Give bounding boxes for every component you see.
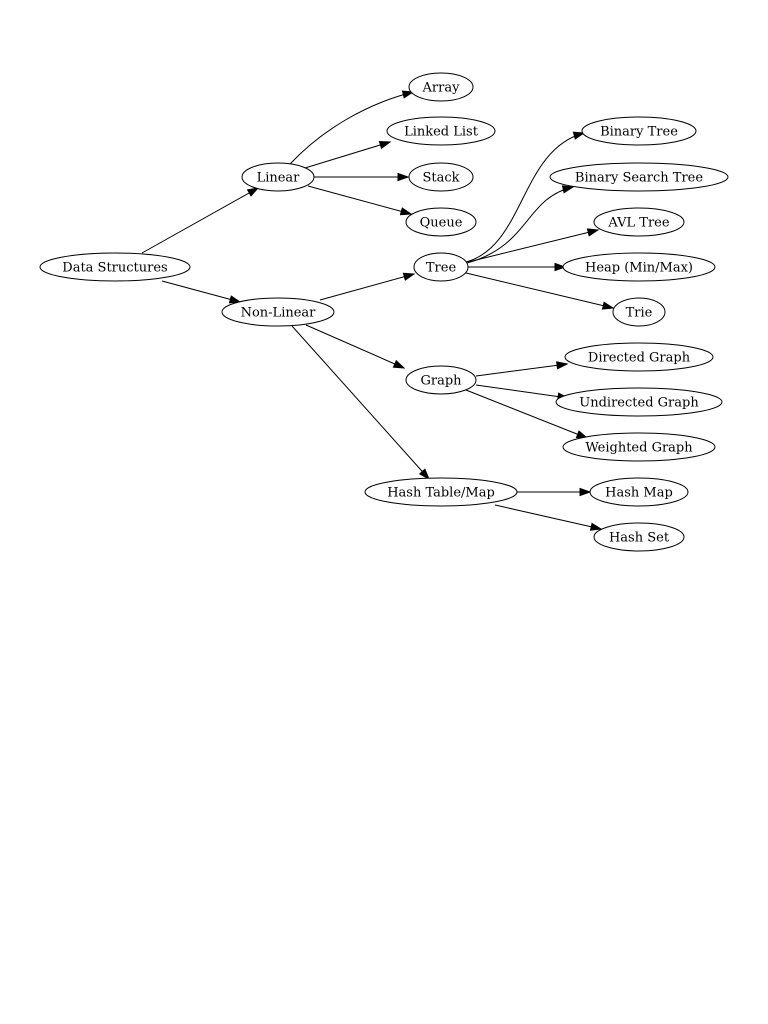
node-stack <box>409 163 473 191</box>
edge-line <box>476 364 567 376</box>
node-label: Binary Search Tree <box>574 170 704 186</box>
node-label: Hash Table/Map <box>387 485 495 501</box>
edge-line <box>468 230 598 262</box>
node-label: Linked List <box>404 124 478 140</box>
arrowhead <box>248 188 258 196</box>
node-label: Queue <box>419 215 463 231</box>
node-label: AVL Tree <box>608 215 670 231</box>
arrowhead <box>400 208 411 215</box>
edge-linear-to-stack <box>314 174 408 181</box>
node-linked-list <box>387 117 495 145</box>
node-avl-tree <box>594 208 684 236</box>
node-label: Directed Graph <box>587 350 691 366</box>
node-queue <box>406 208 476 236</box>
node-weighted-graph <box>563 433 715 461</box>
node-array <box>409 73 473 101</box>
edge-non-linear-to-graph <box>306 325 404 368</box>
node-label: Binary Tree <box>600 124 678 140</box>
edge-line <box>320 274 414 300</box>
node-non-linear <box>222 298 334 326</box>
edge-line <box>306 325 404 368</box>
arrowhead <box>379 142 390 149</box>
node-linear <box>242 163 314 191</box>
edge-non-linear-to-tree <box>320 273 414 300</box>
edge-line <box>467 187 573 263</box>
node-label: Hash Set <box>608 530 670 546</box>
edge-line <box>466 133 584 262</box>
node-binary-tree <box>582 117 696 145</box>
node-hash-map <box>590 478 688 506</box>
node-graph <box>406 366 476 394</box>
edge-data-structures-to-non-linear <box>162 281 240 303</box>
edge-hash-table-map-to-hash-map <box>517 489 590 496</box>
edge-line <box>162 281 240 302</box>
node-label: Tree <box>425 260 457 276</box>
edge-tree-to-heap <box>468 264 565 271</box>
edges-layer <box>142 91 613 530</box>
edge-hash-table-map-to-hash-set <box>495 505 601 530</box>
arrowhead <box>557 362 567 369</box>
edge-data-structures-to-linear <box>142 188 258 253</box>
node-hash-set <box>594 523 684 551</box>
edge-line <box>495 505 601 529</box>
edge-line <box>305 142 390 168</box>
node-label: Hash Map <box>605 485 673 501</box>
edge-graph-to-directed-graph <box>476 362 567 376</box>
node-label: Non-Linear <box>240 305 316 321</box>
node-label: Heap (Min/Max) <box>585 260 693 276</box>
edge-line <box>476 385 568 398</box>
node-directed-graph <box>565 343 713 371</box>
edge-line <box>142 188 258 253</box>
node-label: Weighted Graph <box>585 440 693 456</box>
node-label: Data Structures <box>62 260 168 276</box>
arrowhead <box>602 302 613 309</box>
edge-tree-to-avl-tree <box>468 229 598 262</box>
node-data-structures <box>40 253 190 281</box>
arrowhead <box>587 229 598 236</box>
node-hash-table-map <box>365 478 517 506</box>
edge-tree-to-binary-tree <box>466 132 584 262</box>
arrowhead <box>562 186 573 193</box>
edge-linear-to-queue <box>308 186 411 215</box>
node-label: Trie <box>625 305 653 321</box>
node-trie <box>613 298 665 326</box>
node-label: Undirected Graph <box>579 395 699 411</box>
node-label: Graph <box>420 373 462 389</box>
node-heap <box>563 253 715 281</box>
node-binary-search-tree <box>550 163 728 191</box>
node-label: Stack <box>422 170 460 186</box>
node-label: Linear <box>256 170 300 186</box>
arrowhead <box>393 361 404 368</box>
edge-tree-to-trie <box>466 273 613 309</box>
edge-linear-to-linked-list <box>305 142 390 168</box>
edge-line <box>308 186 411 214</box>
arrowhead <box>590 523 601 530</box>
arrowhead <box>398 174 408 181</box>
arrowhead <box>403 273 414 280</box>
edge-graph-to-undirected-graph <box>476 385 568 400</box>
arrowhead <box>580 489 590 496</box>
node-label: Array <box>422 80 460 96</box>
node-tree <box>414 253 468 281</box>
edge-tree-to-binary-search-tree <box>467 186 573 263</box>
node-undirected-graph <box>556 388 722 416</box>
